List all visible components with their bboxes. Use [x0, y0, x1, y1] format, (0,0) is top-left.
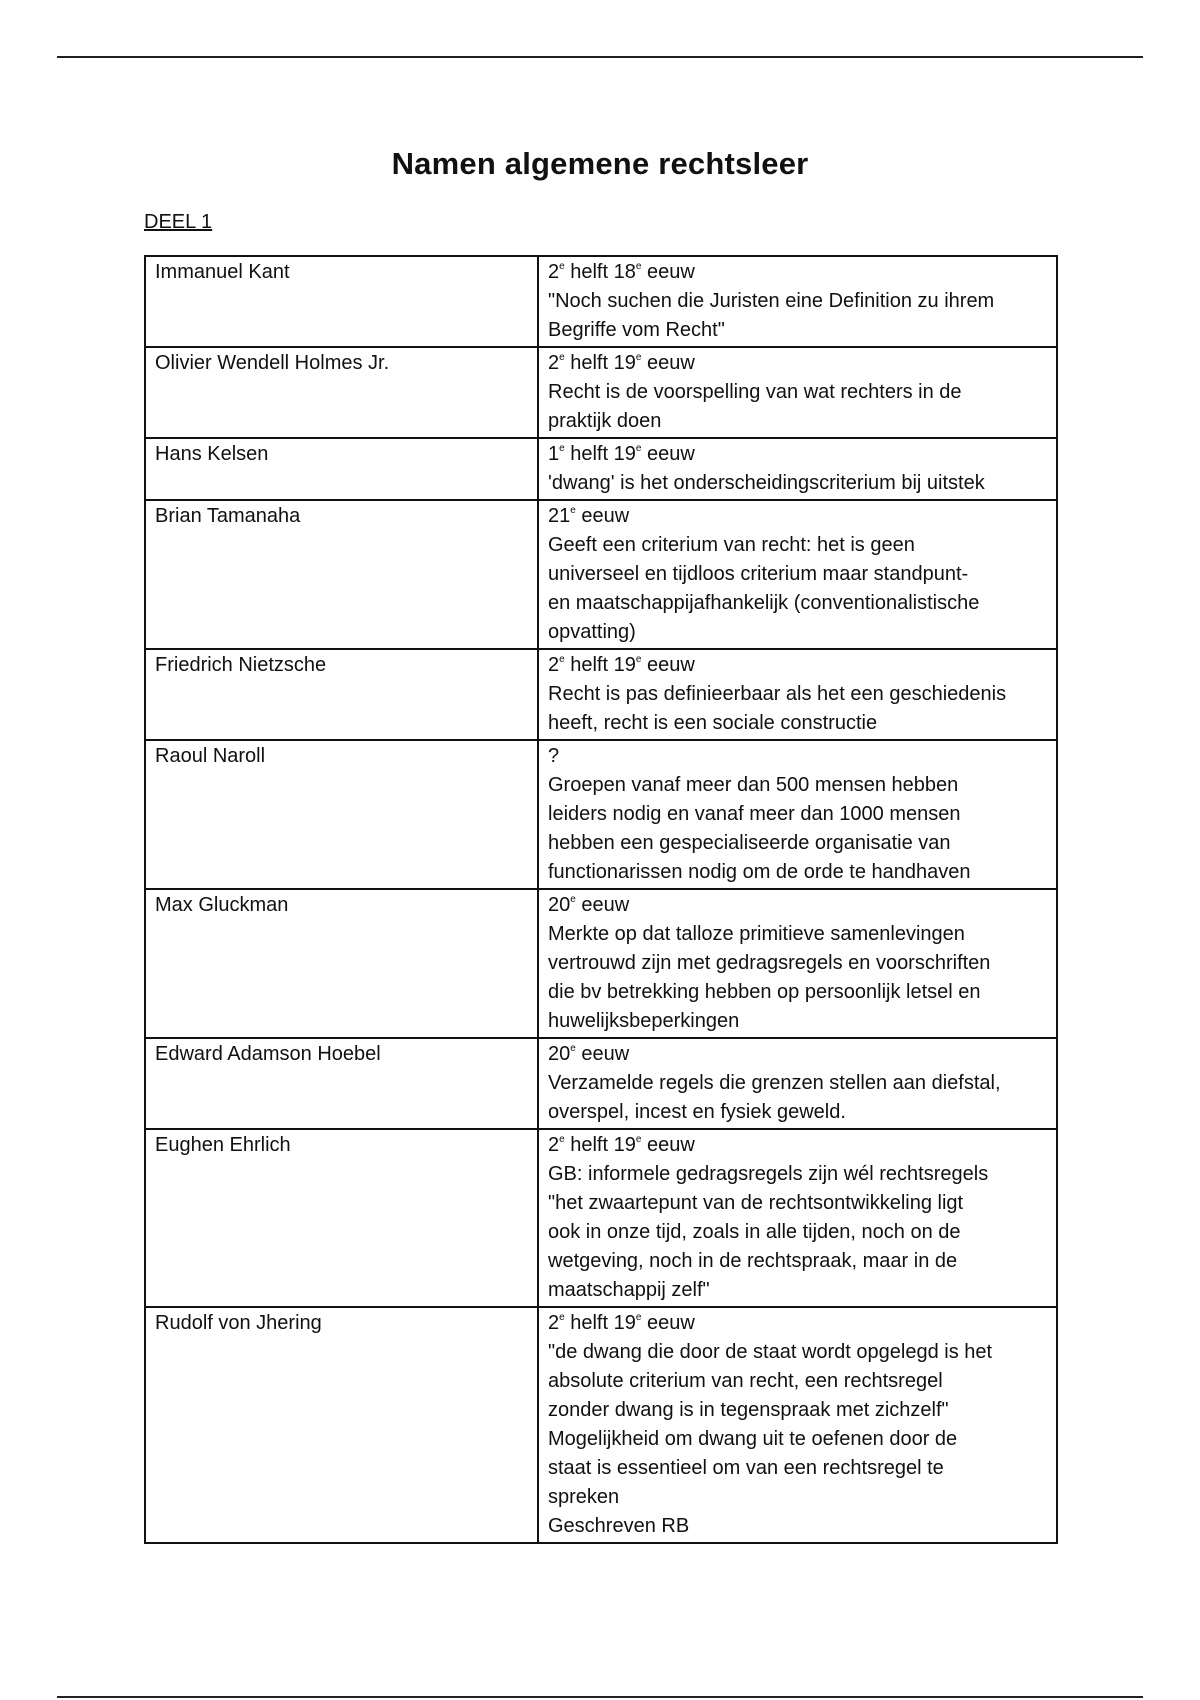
- period: [548, 440, 1048, 469]
- description-cell: [538, 889, 1057, 1038]
- description-line: en maatschappijafhankelijk (conventionalistische: [548, 592, 980, 614]
- period-text: 2: [548, 654, 560, 676]
- person-name: Hans Kelsen: [145, 438, 538, 500]
- header-rule: [57, 56, 1143, 58]
- description-cell: [538, 1307, 1057, 1543]
- description-line: maatschappij zelf": [548, 1279, 710, 1301]
- period: [548, 651, 1048, 680]
- period-text: eeuw: [641, 1134, 695, 1156]
- description-line: Geschreven RB: [548, 1515, 690, 1537]
- period-superscript: e: [635, 443, 642, 454]
- period-text: ?: [548, 745, 560, 767]
- period: [548, 1131, 1048, 1160]
- period-superscript: e: [559, 654, 565, 665]
- description-line: Recht is pas definieerbaar als het een geschiedenis: [548, 683, 1007, 705]
- description-line: absolute criterium van recht, een rechtsregel: [548, 1370, 943, 1392]
- period: [548, 349, 1048, 378]
- period-superscript: e: [559, 1312, 565, 1323]
- period-superscript: e: [559, 261, 565, 272]
- description-line: Geeft een criterium van recht: het is geen: [548, 534, 915, 556]
- period-superscript: e: [635, 1134, 642, 1145]
- description-line: Verzamelde regels die grenzen stellen aan diefstal,: [548, 1072, 1001, 1094]
- description-line: die bv betrekking hebben op persoonlijk letsel en: [548, 981, 981, 1003]
- description-line: functionarissen nodig om de orde te handhaven: [548, 861, 971, 883]
- person-name: Edward Adamson Hoebel: [145, 1038, 538, 1129]
- period-text: eeuw: [575, 894, 630, 916]
- period-text: helft 18: [564, 261, 636, 283]
- period-text: eeuw: [641, 352, 695, 374]
- period-text: 1: [548, 443, 560, 465]
- period-superscript: e: [559, 352, 565, 363]
- period: [548, 258, 1048, 287]
- person-name: Rudolf von Jhering: [145, 1307, 538, 1543]
- description-line: Recht is de voorspelling van wat rechters in de: [548, 381, 962, 403]
- description-line: "Noch suchen die Juristen eine Definition zu ihrem: [548, 290, 995, 312]
- description-cell: [538, 500, 1057, 649]
- description-line: hebben een gespecialiseerde organisatie van: [548, 832, 951, 854]
- description-line: overspel, incest en fysiek geweld.: [548, 1101, 846, 1123]
- description-line: Begriffe vom Recht": [548, 319, 725, 341]
- description-line: staat is essentieel om van een rechtsregel te: [548, 1457, 944, 1479]
- table-row: [145, 438, 1057, 500]
- description-line: leiders nodig en vanaf meer dan 1000 mensen: [548, 803, 961, 825]
- period-text: 2: [548, 352, 560, 374]
- description-line: universeel en tijdloos criterium maar standpunt-: [548, 563, 969, 585]
- period-text: 20: [548, 1043, 571, 1065]
- footer-rule: [57, 1696, 1143, 1698]
- period-text: helft 19: [564, 1312, 636, 1334]
- period-text: eeuw: [641, 1312, 695, 1334]
- period-superscript: e: [635, 1312, 642, 1323]
- table-row: [145, 740, 1057, 889]
- description-line: "het zwaartepunt van de rechtsontwikkeling ligt: [548, 1192, 964, 1214]
- description-cell: [538, 438, 1057, 500]
- person-name: Olivier Wendell Holmes Jr.: [145, 347, 538, 438]
- period-text: eeuw: [641, 443, 695, 465]
- period-superscript: e: [570, 505, 576, 516]
- table-row: [145, 1038, 1057, 1129]
- period-text: 2: [548, 261, 560, 283]
- period: [548, 502, 1048, 531]
- period-superscript: e: [635, 261, 642, 272]
- person-name: Max Gluckman: [145, 889, 538, 1038]
- description-line: huwelijksbeperkingen: [548, 1010, 740, 1032]
- table-row: [145, 889, 1057, 1038]
- period-superscript: e: [570, 894, 576, 905]
- period-superscript: e: [559, 1134, 565, 1145]
- description-line: ook in onze tijd, zoals in alle tijden, noch on de: [548, 1221, 961, 1243]
- names-table: [144, 255, 1058, 1544]
- description-line: heeft, recht is een sociale constructie: [548, 712, 878, 734]
- person-name: Friedrich Nietzsche: [145, 649, 538, 740]
- period-text: 21: [548, 505, 571, 527]
- period-text: eeuw: [575, 505, 630, 527]
- description-line: GB: informele gedragsregels zijn wél rechtsregels: [548, 1163, 989, 1185]
- period-text: 2: [548, 1312, 560, 1334]
- table-row: [145, 256, 1057, 347]
- period-text: 2: [548, 1134, 560, 1156]
- period: [548, 891, 1048, 920]
- section-heading: DEEL 1: [144, 211, 213, 233]
- description-line: spreken: [548, 1486, 620, 1508]
- person-name: Immanuel Kant: [145, 256, 538, 347]
- description-line: Groepen vanaf meer dan 500 mensen hebben: [548, 774, 959, 796]
- page-title: Namen algemene rechtsleer: [391, 146, 809, 181]
- period-superscript: e: [635, 352, 642, 363]
- table-row: [145, 1307, 1057, 1543]
- description-line: "de dwang die door de staat wordt opgelegd is het: [548, 1341, 993, 1363]
- period-text: helft 19: [564, 352, 636, 374]
- description-cell: [538, 256, 1057, 347]
- description-line: opvatting): [548, 621, 636, 643]
- description-line: 'dwang' is het onderscheidingscriterium bij uitstek: [548, 472, 985, 494]
- period: [548, 742, 1048, 771]
- period-text: eeuw: [641, 654, 695, 676]
- description-line: Merkte op dat talloze primitieve samenlevingen: [548, 923, 965, 945]
- period-superscript: e: [559, 443, 565, 454]
- period-text: helft 19: [564, 1134, 636, 1156]
- description-cell: [538, 1129, 1057, 1307]
- description-line: wetgeving, noch in de rechtspraak, maar in de: [548, 1250, 958, 1272]
- period-superscript: e: [635, 654, 642, 665]
- person-name: Eughen Ehrlich: [145, 1129, 538, 1307]
- description-line: vertrouwd zijn met gedragsregels en voorschriften: [548, 952, 991, 974]
- table-row: [145, 347, 1057, 438]
- period: [548, 1309, 1048, 1338]
- period-superscript: e: [570, 1043, 576, 1054]
- names-table-body: [145, 256, 1057, 1543]
- person-name: Brian Tamanaha: [145, 500, 538, 649]
- description-cell: [538, 347, 1057, 438]
- table-row: [145, 500, 1057, 649]
- description-cell: [538, 1038, 1057, 1129]
- period-text: eeuw: [641, 261, 695, 283]
- table-row: [145, 1129, 1057, 1307]
- table-row: [145, 649, 1057, 740]
- period: [548, 1040, 1048, 1069]
- description-line: praktijk doen: [548, 410, 662, 432]
- person-name: Raoul Naroll: [145, 740, 538, 889]
- period-text: eeuw: [575, 1043, 630, 1065]
- period-text: 20: [548, 894, 571, 916]
- period-text: helft 19: [564, 443, 636, 465]
- period-text: helft 19: [564, 654, 636, 676]
- description-line: zonder dwang is in tegenspraak met zichzelf": [548, 1399, 949, 1421]
- description-line: Mogelijkheid om dwang uit te oefenen door de: [548, 1428, 958, 1450]
- description-cell: [538, 649, 1057, 740]
- description-cell: [538, 740, 1057, 889]
